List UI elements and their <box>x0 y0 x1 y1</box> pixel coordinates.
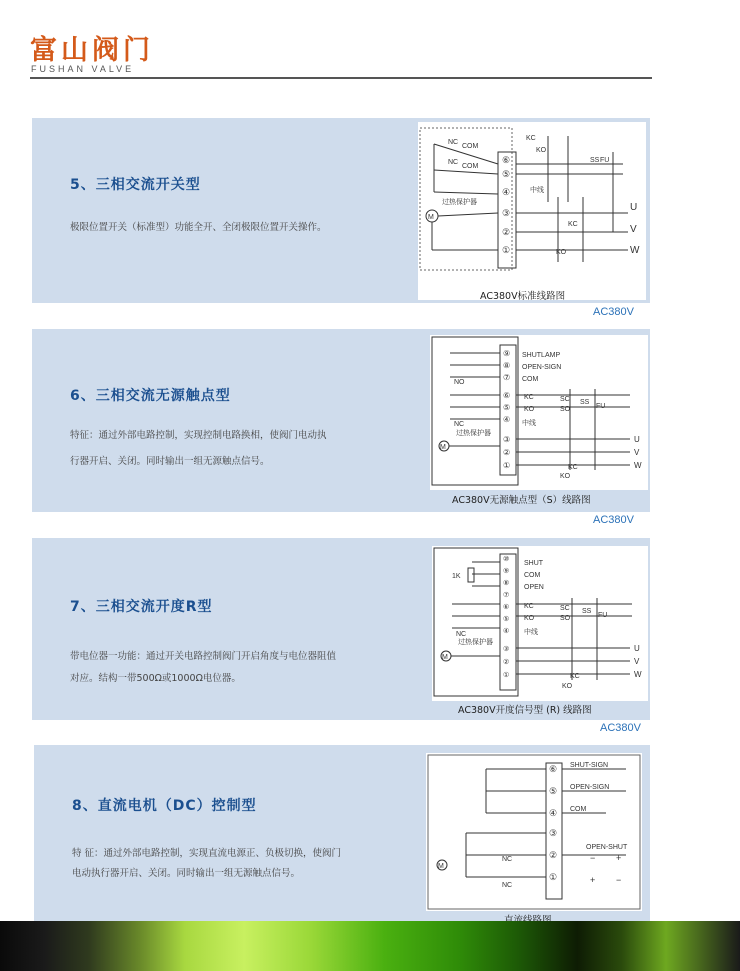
svg-text:⑤: ⑤ <box>549 786 558 796</box>
svg-text:⑦: ⑦ <box>503 592 510 599</box>
svg-text:OPEN-SIGN: OPEN-SIGN <box>570 784 610 791</box>
svg-text:KC: KC <box>570 673 580 680</box>
svg-text:⑧: ⑧ <box>503 580 510 587</box>
svg-text:OPEN-SIGN: OPEN-SIGN <box>522 364 562 371</box>
svg-text:M: M <box>438 863 444 870</box>
svg-text:−: − <box>590 853 596 863</box>
svg-text:中线: 中线 <box>530 187 544 194</box>
svg-text:NO: NO <box>454 379 465 386</box>
wiring-diagram <box>426 753 642 911</box>
diagram-caption: AC380V无源触点型（S）线路图 <box>452 495 591 506</box>
wiring-diagram <box>418 122 646 300</box>
svg-text:⑥: ⑥ <box>503 391 511 400</box>
section-description: 带电位器一功能：通过开关电路控制阀门开启角度与电位器阻值 <box>70 651 337 662</box>
wiring-diagram-svg <box>426 753 642 911</box>
svg-text:③: ③ <box>503 646 510 653</box>
svg-text:NC: NC <box>448 159 459 166</box>
svg-text:过热保护器: 过热保护器 <box>458 639 493 646</box>
svg-text:①: ① <box>549 872 558 882</box>
section-title: 5、三相交流开关型 <box>70 177 201 193</box>
svg-text:①: ① <box>503 461 511 470</box>
svg-text:NC: NC <box>448 139 459 146</box>
svg-text:W: W <box>630 245 640 256</box>
svg-text:SC: SC <box>560 605 570 612</box>
svg-text:NC: NC <box>454 421 465 428</box>
diagram-caption: AC380V开度信号型 (R) 线路图 <box>458 705 592 716</box>
svg-text:③: ③ <box>549 828 558 838</box>
svg-text:SS: SS <box>590 157 600 164</box>
svg-text:1K: 1K <box>452 573 461 580</box>
section-7-panel <box>32 538 650 720</box>
svg-text:+: + <box>616 853 622 863</box>
svg-text:SO: SO <box>560 406 571 413</box>
svg-text:NC: NC <box>502 856 513 863</box>
section-description: 电动执行器开启、关闭。同时输出一组无源触点信号。 <box>72 868 301 879</box>
brand-logo-cn: 富山阀门 <box>30 35 154 66</box>
svg-text:V: V <box>634 657 640 666</box>
svg-text:⑥: ⑥ <box>549 764 558 774</box>
section-description: 特征：通过外部电路控制，实现控制电路换相，使阀门电动执 <box>70 430 327 441</box>
section-description: 极限位置开关（标准型）功能全开、全闭极限位置开关操作。 <box>70 222 327 233</box>
svg-text:U: U <box>634 644 640 653</box>
decorative-bottom-bar <box>0 921 740 971</box>
section-description: 对应。结构一带500Ω或1000Ω电位器。 <box>70 673 241 684</box>
svg-text:+: + <box>590 875 596 885</box>
svg-text:SHUT-SIGN: SHUT-SIGN <box>570 762 609 769</box>
svg-text:⑩: ⑩ <box>503 556 510 563</box>
section-6-panel <box>32 329 650 512</box>
svg-text:KO: KO <box>536 147 547 154</box>
voltage-label: AC380V <box>593 306 634 318</box>
svg-text:⑥: ⑥ <box>503 604 510 611</box>
svg-text:SS: SS <box>580 399 590 406</box>
svg-text:SHUTLAMP: SHUTLAMP <box>522 352 561 359</box>
svg-text:⑨: ⑨ <box>503 349 511 358</box>
svg-text:SO: SO <box>560 615 571 622</box>
svg-text:⑧: ⑧ <box>503 361 511 370</box>
svg-text:②: ② <box>503 659 510 666</box>
svg-text:KO: KO <box>562 683 573 690</box>
svg-text:KC: KC <box>526 135 536 142</box>
section-description: 特 征：通过外部电路控制，实现直流电源正、负极切换，使阀门 <box>72 848 342 859</box>
svg-text:V: V <box>630 224 637 235</box>
svg-text:KC: KC <box>568 464 578 471</box>
svg-text:KO: KO <box>524 615 535 622</box>
wiring-diagram <box>432 546 648 701</box>
section-title: 6、三相交流无源触点型 <box>70 388 231 404</box>
svg-text:⑦: ⑦ <box>503 373 511 382</box>
svg-text:KC: KC <box>568 221 578 228</box>
svg-text:中线: 中线 <box>522 420 536 427</box>
svg-text:COM: COM <box>524 572 541 579</box>
voltage-label: AC380V <box>593 514 634 526</box>
svg-text:FU: FU <box>596 403 606 410</box>
svg-text:OPEN-SHUT: OPEN-SHUT <box>586 844 628 851</box>
svg-text:COM: COM <box>522 376 539 383</box>
svg-text:COM: COM <box>462 163 479 170</box>
svg-text:M: M <box>442 654 448 661</box>
section-description: 行器开启、关闭。同时输出一组无源触点信号。 <box>70 456 270 467</box>
svg-text:M: M <box>440 444 446 451</box>
svg-text:过热保护器: 过热保护器 <box>456 430 491 437</box>
section-title: 8、直流电机（DC）控制型 <box>72 798 257 814</box>
svg-text:COM: COM <box>462 143 479 150</box>
diagram-caption: AC380V标准线路图 <box>480 291 566 302</box>
svg-text:FU: FU <box>600 157 610 164</box>
wiring-diagram <box>430 335 648 490</box>
svg-text:OPEN: OPEN <box>524 584 544 591</box>
svg-text:SHUT: SHUT <box>524 560 544 567</box>
svg-text:⑤: ⑤ <box>503 403 511 412</box>
svg-text:过热保护器: 过热保护器 <box>442 199 477 206</box>
svg-text:③: ③ <box>502 208 511 218</box>
svg-text:⑤: ⑤ <box>503 616 510 623</box>
svg-text:W: W <box>634 461 642 470</box>
wiring-diagram-svg <box>430 335 648 490</box>
svg-text:V: V <box>634 448 640 457</box>
svg-text:⑤: ⑤ <box>502 169 511 179</box>
svg-text:U: U <box>630 202 638 213</box>
svg-text:KC: KC <box>524 394 534 401</box>
svg-text:④: ④ <box>502 187 511 197</box>
svg-text:SC: SC <box>560 396 570 403</box>
svg-text:KO: KO <box>524 406 535 413</box>
svg-text:④: ④ <box>549 808 558 818</box>
svg-text:⑥: ⑥ <box>502 155 511 165</box>
svg-text:NC: NC <box>456 631 467 638</box>
svg-text:②: ② <box>502 227 511 237</box>
svg-text:SS: SS <box>582 608 592 615</box>
svg-text:W: W <box>634 670 642 679</box>
svg-text:KO: KO <box>556 249 567 256</box>
svg-text:U: U <box>634 435 640 444</box>
section-title: 7、三相交流开度R型 <box>70 599 213 615</box>
brand-logo-en: FUSHAN VALVE <box>31 64 135 74</box>
section-5-panel <box>32 118 650 303</box>
wiring-diagram-svg <box>418 122 646 300</box>
svg-text:④: ④ <box>503 628 510 635</box>
voltage-label: AC380V <box>600 722 641 734</box>
svg-text:⑨: ⑨ <box>503 568 510 575</box>
svg-text:①: ① <box>502 245 511 255</box>
svg-text:中线: 中线 <box>524 629 538 636</box>
svg-text:②: ② <box>549 850 558 860</box>
svg-text:NC: NC <box>502 882 513 889</box>
svg-text:KC: KC <box>524 603 534 610</box>
wiring-diagram-svg <box>432 546 648 701</box>
svg-text:−: − <box>616 875 622 885</box>
svg-text:③: ③ <box>503 435 511 444</box>
svg-text:KO: KO <box>560 473 571 480</box>
svg-text:FU: FU <box>598 612 608 619</box>
svg-text:①: ① <box>503 672 510 679</box>
svg-text:④: ④ <box>503 415 511 424</box>
section-8-panel <box>34 745 650 921</box>
header-rule <box>30 77 652 79</box>
svg-text:②: ② <box>503 448 511 457</box>
svg-text:M: M <box>428 214 434 221</box>
svg-text:COM: COM <box>570 806 587 813</box>
